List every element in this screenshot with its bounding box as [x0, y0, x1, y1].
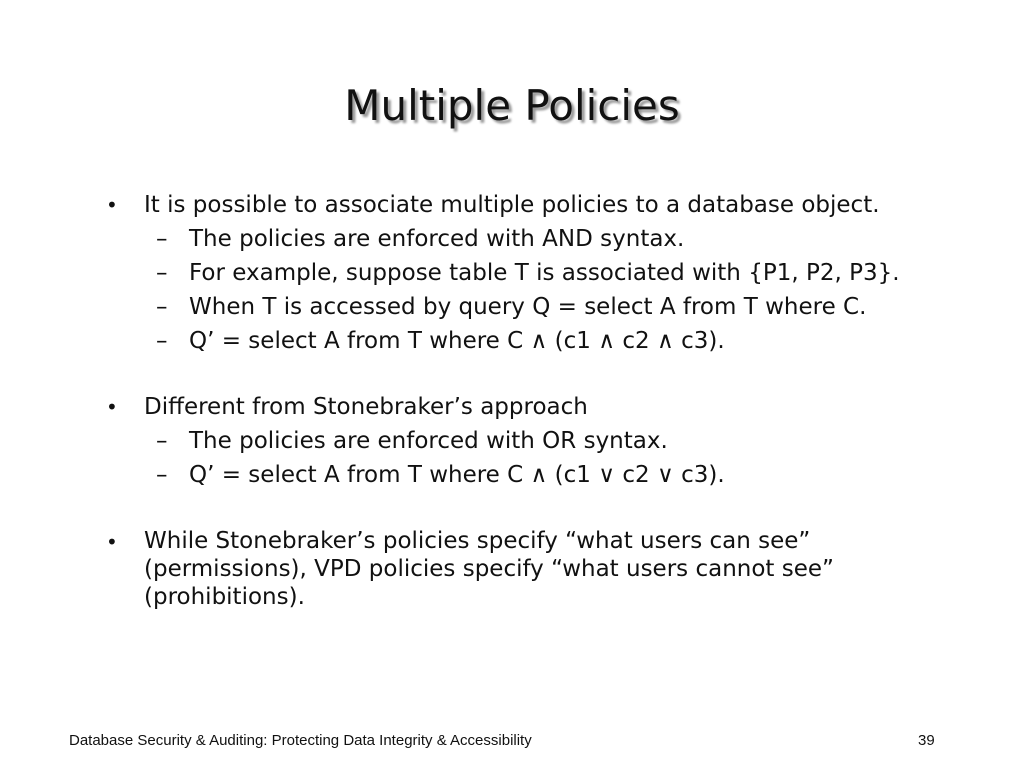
subitem-marker: –: [156, 294, 168, 320]
bullet-marker: •: [106, 193, 118, 217]
page-number: 39: [918, 732, 935, 749]
paragraph-line: (permissions), VPD policies specify “what users cannot see”: [144, 556, 834, 582]
bullet-marker: •: [106, 395, 118, 419]
subitem-marker: –: [156, 428, 168, 454]
paragraph-line: While Stonebraker’s policies specify “what users can see”: [144, 528, 811, 554]
subitem-text: For example, suppose table T is associated with {P1, P2, P3}.: [189, 260, 900, 286]
subitem-marker: –: [156, 328, 168, 354]
subitem-marker: –: [156, 462, 168, 488]
paragraph-line: (prohibitions).: [144, 584, 305, 610]
subitem-marker: –: [156, 260, 168, 286]
bullet-paragraph: [144, 527, 984, 611]
bullet-text: It is possible to associate multiple policies to a database object.: [144, 192, 880, 218]
bullet-marker: •: [106, 530, 118, 554]
slide-title: Multiple Policies: [344, 81, 680, 130]
subitem-text: Q’ = select A from T where C ∧ (c1 ∨ c2 ∨ c3).: [189, 462, 725, 488]
subitem-text: The policies are enforced with AND syntax.: [189, 226, 685, 252]
subitem-text: Q’ = select A from T where C ∧ (c1 ∧ c2 ∧ c3).: [189, 328, 725, 354]
footer-text: Database Security & Auditing: Protecting Data Integrity & Accessibility: [69, 732, 532, 749]
bullet-text: Different from Stonebraker’s approach: [144, 394, 588, 420]
subitem-text: The policies are enforced with OR syntax.: [189, 428, 668, 454]
subitem-text: When T is accessed by query Q = select A from T where C.: [189, 294, 867, 320]
subitem-marker: –: [156, 226, 168, 252]
